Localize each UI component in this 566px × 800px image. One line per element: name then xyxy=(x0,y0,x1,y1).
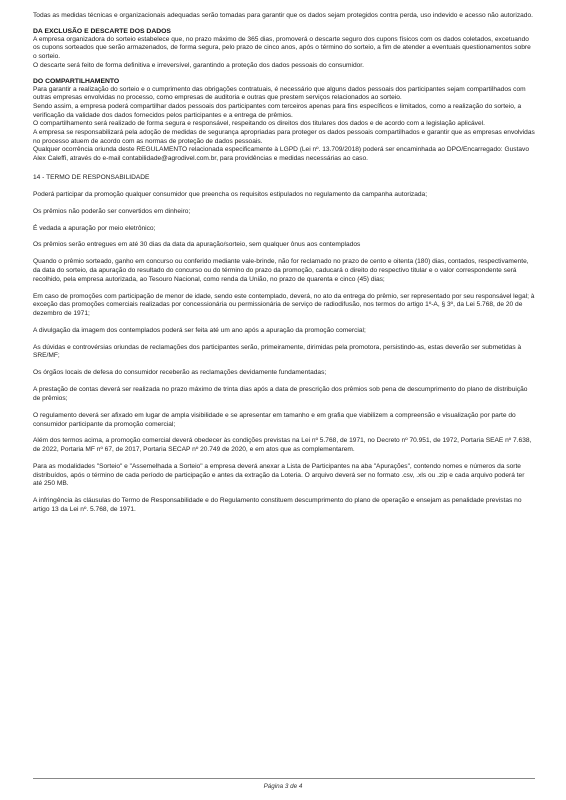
termo-paragraph: Poderá participar da promoção qualquer consumidor que preencha os requisitos estipulados no regulamento da campanha autorizada; xyxy=(33,190,428,198)
compartilhamento-paragraph: O compartilhamento será realizado de forma segura e responsável, respeitando os direitos dos titulares dos dados e de acordo com a legislação aplicável. xyxy=(33,120,485,128)
footer-divider xyxy=(33,778,535,779)
section-title-compartilhamento: DO COMPARTILHAMENTO xyxy=(33,77,120,85)
termo-paragraph: A prestação de contas deverá ser realizada no prazo máximo de trinta dias após a data de prescrição dos prêmios sob pena de descumprimento do plano de distribuição de prêmios; xyxy=(33,386,528,402)
termo-paragraph: Em caso de promoções com participação de menor de idade, sendo este contemplado, deverá, no ato da entrega do prêmio, ser representado por seu responsável legal; à exceção das promoções comerciais realizadas por concessionária ou permissionária de serviço de radiodifusão, nos termos do artigo 1º-A, § 3º, da Lei 5.768, de 20 de dezembro de 1971; xyxy=(33,292,535,317)
termo-paragraph: É vedada a apuração por meio eletrônico; xyxy=(33,224,156,232)
exclusao-paragraph: A empresa organizadora do sorteio estabelece que, no prazo máximo de 365 dias, promoverá o descarte seguro dos cupons físicos com os dados coletados, excetuando os cupons sorteados que serão armazenados, de forma segura, pelo prazo de cinco anos, após o término do sorteio, a fim de atender a eventuais questionamentos sobre o sorteio. xyxy=(33,35,531,61)
exclusao-paragraph: O descarte será feito de forma definitiva e irreversível, garantindo a proteção dos dados pessoais do consumidor. xyxy=(33,61,364,69)
termo-paragraph: Os prêmios não poderão ser convertidos em dinheiro; xyxy=(33,207,191,215)
termo-paragraph: Os prêmios serão entregues em até 30 dias da data da apuração/sorteio, sem qualquer ônus aos contemplados xyxy=(33,241,361,249)
termo-paragraph: Para as modalidades "Sorteio" e "Assemelhada a Sorteio" a empresa deverá anexar a Lista de Participantes na aba "Apurações", contendo nomes e números da sorte distribuídos, após o término de cada período de participação e antes da extração da Loteria. O arquivo deverá ser no formato .csv, .xls ou .zip e cada arquivo poderá ter até 250 MB. xyxy=(33,463,525,488)
document-page xyxy=(33,12,535,515)
termo-paragraph: A divulgação da imagem dos contemplados poderá ser feita até um ano após a apuração da promoção comercial; xyxy=(33,326,366,334)
section-title-termo: 14 - TERMO DE RESPONSABILIDADE xyxy=(33,173,150,181)
compartilhamento-paragraph: Sendo assim, a empresa poderá compartilhar dados pessoais dos participantes com terceiros apenas para fins específicos e limitados, como a realização do sorteio, a verificação da validade dos dados fornecidos pelos participantes e a entrega de prêmios. xyxy=(33,102,522,119)
compartilhamento-paragraph: Qualquer ocorrência oriunda deste REGULAMENTO relacionada especificamente à LGPD (Lei nº. 13.709/2018) poderá ser encaminhada ao DPO/Encarregado: Gustavo Alex Caleffi, através do e-mail contabilidade@agrodivel.com.br, para providências e medidas necessárias ao caso. xyxy=(33,146,529,163)
termo-paragraph: O regulamento deverá ser afixado em lugar de ampla visibilidade e se apresentar em tamanho e em grafia que viabilizem a compreensão e visualização por parte do consumidor participante da promoção comercial; xyxy=(33,411,516,428)
page-number: Página 3 de 4 xyxy=(263,783,303,790)
compartilhamento-paragraph: A empresa se responsabilizará pela adoção de medidas de segurança apropriadas para proteger os dados pessoais compartilhados e garantir que as empresas envolvidas no processo atuem de acordo com as normas de proteção de dados pessoais. xyxy=(33,129,535,145)
termo-paragraph: As dúvidas e controvérsias oriundas de reclamações dos participantes serão, primeiramente, dirimidas pela promotora, persistindo-as, estas deverão ser submetidas à SRE/MF; xyxy=(33,343,522,360)
intro-paragraph: Todas as medidas técnicas e organizacionais adequadas serão tomadas para garantir que os dados sejam protegidos contra perda, uso indevido e acesso não autorizado. xyxy=(33,12,533,19)
termo-paragraph: Quando o prêmio sorteado, ganho em concurso ou conferido mediante vale-brinde, não for reclamado no prazo de cento e oitenta (180) dias, contados, respectivamente, da data do sorteio, da apuração do resultado do concurso ou do término do prazo da promoção, caducará o direito do respectivo titular e o valor correspondente será recolhido, pela empresa autorizada, ao Tesouro Nacional, como renda da União, no prazo de quarenta e cinco (45) dias; xyxy=(33,258,529,283)
termo-paragraph: Os órgãos locais de defesa do consumidor receberão as reclamações devidamente fundamentadas; xyxy=(33,369,327,377)
termo-paragraph: Além dos termos acima, a promoção comercial deverá obedecer às condições previstas na Lei nº 5.768, de 1971, no Decreto nº 70.951, de 1972, Portaria SEAE nº 7.638, de 2022, Portaria MF nº 67, de 2017, Portaria SECAP nº 20.749 de 2020, e em atos que as complementarem. xyxy=(33,437,532,454)
compartilhamento-paragraph: Para garantir a realização do sorteio e o cumprimento das obrigações contratuais, é necessário que alguns dados pessoais dos participantes sejam compartilhados com outras empresas envolvidas no processo, como empresas de auditoria e outras que prestem serviços relacionados ao sorteio. xyxy=(33,85,526,102)
termo-paragraph: A infringência às cláusulas do Termo de Responsabilidade e do Regulamento constituem descumprimento do plano de operação e ensejam as penalidade previstas no artigo 13 da Lei nº. 5.768, de 1971. xyxy=(33,497,522,514)
section-title-exclusao: DA EXCLUSÃO E DESCARTE DOS DADOS xyxy=(33,27,171,35)
